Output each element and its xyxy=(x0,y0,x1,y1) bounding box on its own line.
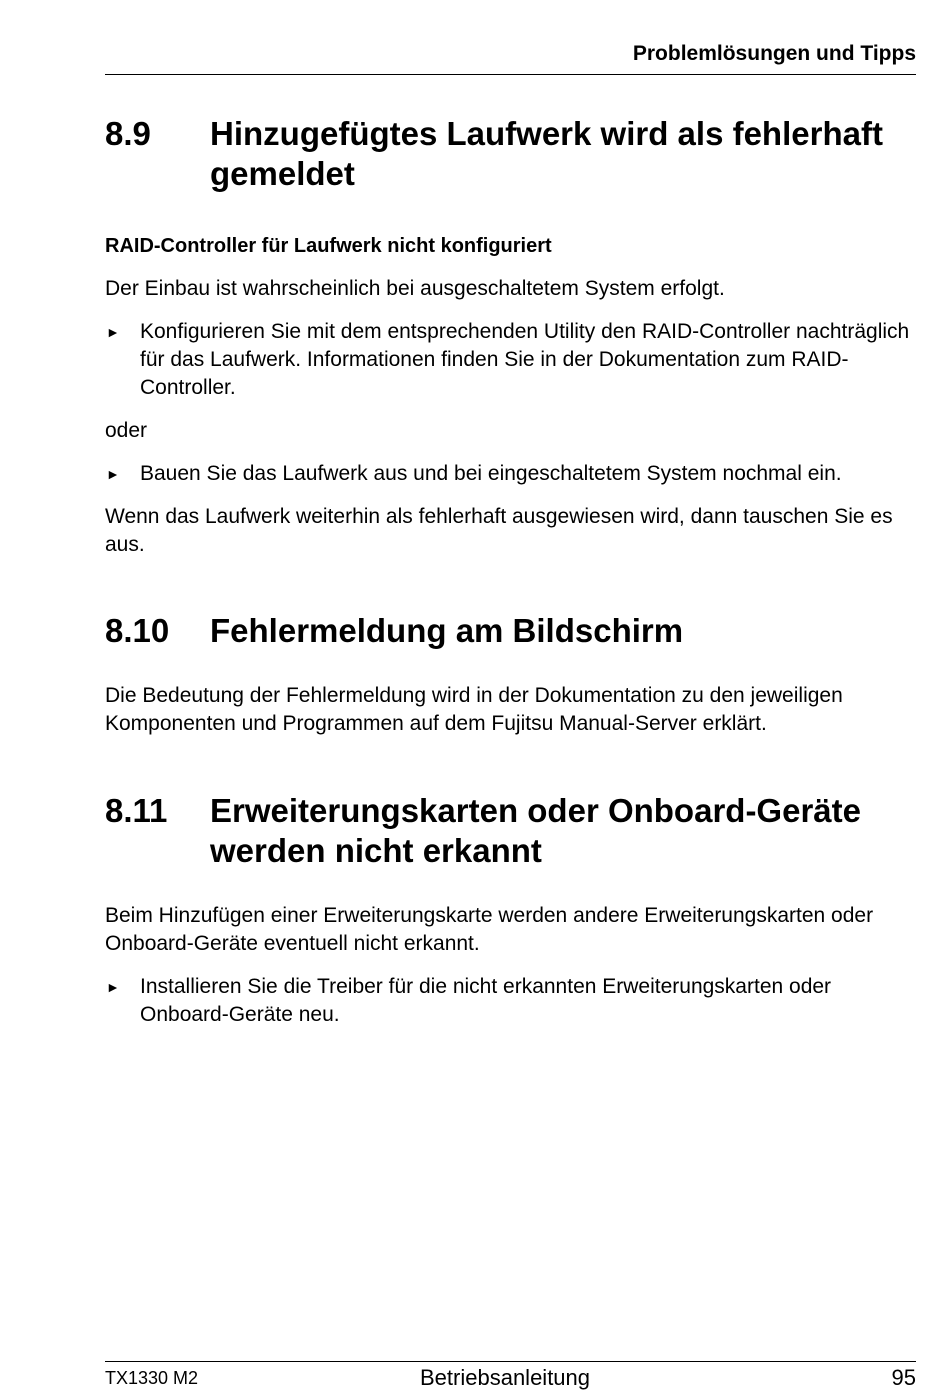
bullet-arrow-icon: ► xyxy=(106,979,120,995)
footer-doc-type: Betriebsanleitung xyxy=(420,1365,591,1390)
bullet-text: Installieren Sie die Treiber für die nicht erkannten Erweiterungskarten oder Onboard-Geräte neu. xyxy=(140,975,832,1026)
subheading: RAID-Controller für Laufwerk nicht konfiguriert xyxy=(105,235,552,257)
section-number: 8.9 xyxy=(105,115,151,152)
section-8-10 xyxy=(105,611,920,738)
section-title: Erweiterungskarten oder Onboard-Geräte werden nicht erkannt xyxy=(210,792,861,869)
section-heading xyxy=(105,611,920,651)
section-title: Fehlermeldung am Bildschirm xyxy=(210,612,684,649)
section-number: 8.11 xyxy=(105,792,168,829)
page-footer xyxy=(105,1361,916,1393)
paragraph: Wenn das Laufwerk weiterhin als fehlerhaft ausgewiesen wird, dann tauschen Sie es aus. xyxy=(105,505,893,556)
paragraph: Der Einbau ist wahrscheinlich bei ausgeschaltetem System erfolgt. xyxy=(105,277,725,300)
bullet-text: Konfigurieren Sie mit dem entsprechenden Utility den RAID-Controller nachträglich für das Laufwerk. Informationen finden Sie in der Dokumentation zum RAID-Controller. xyxy=(140,320,910,399)
bullet-arrow-icon: ► xyxy=(106,324,120,340)
page-header xyxy=(105,40,916,75)
section-heading xyxy=(105,791,920,871)
paragraph: Die Bedeutung der Fehlermeldung wird in der Dokumentation zu den jeweiligen Komponenten und Programmen auf dem Fujitsu Manual-Server erklärt. xyxy=(105,684,843,735)
or-text: oder xyxy=(105,419,148,442)
footer-model: TX1330 M2 xyxy=(105,1368,199,1388)
section-heading xyxy=(105,114,920,194)
section-8-11 xyxy=(105,791,920,1029)
section-8-9 xyxy=(105,114,920,559)
section-number: 8.10 xyxy=(105,612,170,649)
bullet-item xyxy=(105,973,920,1029)
bullet-item xyxy=(105,318,920,402)
bullet-item xyxy=(105,460,920,488)
bullet-text: Bauen Sie das Laufwerk aus und bei eingeschaltetem System nochmal ein. xyxy=(140,462,842,485)
bullet-arrow-icon: ► xyxy=(106,466,120,482)
section-title: Hinzugefügtes Laufwerk wird als fehlerhaft gemeldet xyxy=(210,115,883,192)
paragraph: Beim Hinzufügen einer Erweiterungskarte werden andere Erweiterungskarten oder Onboard-Geräte eventuell nicht erkannt. xyxy=(105,904,874,955)
page-number: 95 xyxy=(891,1365,916,1390)
running-header-title: Problemlösungen und Tipps xyxy=(632,42,916,65)
